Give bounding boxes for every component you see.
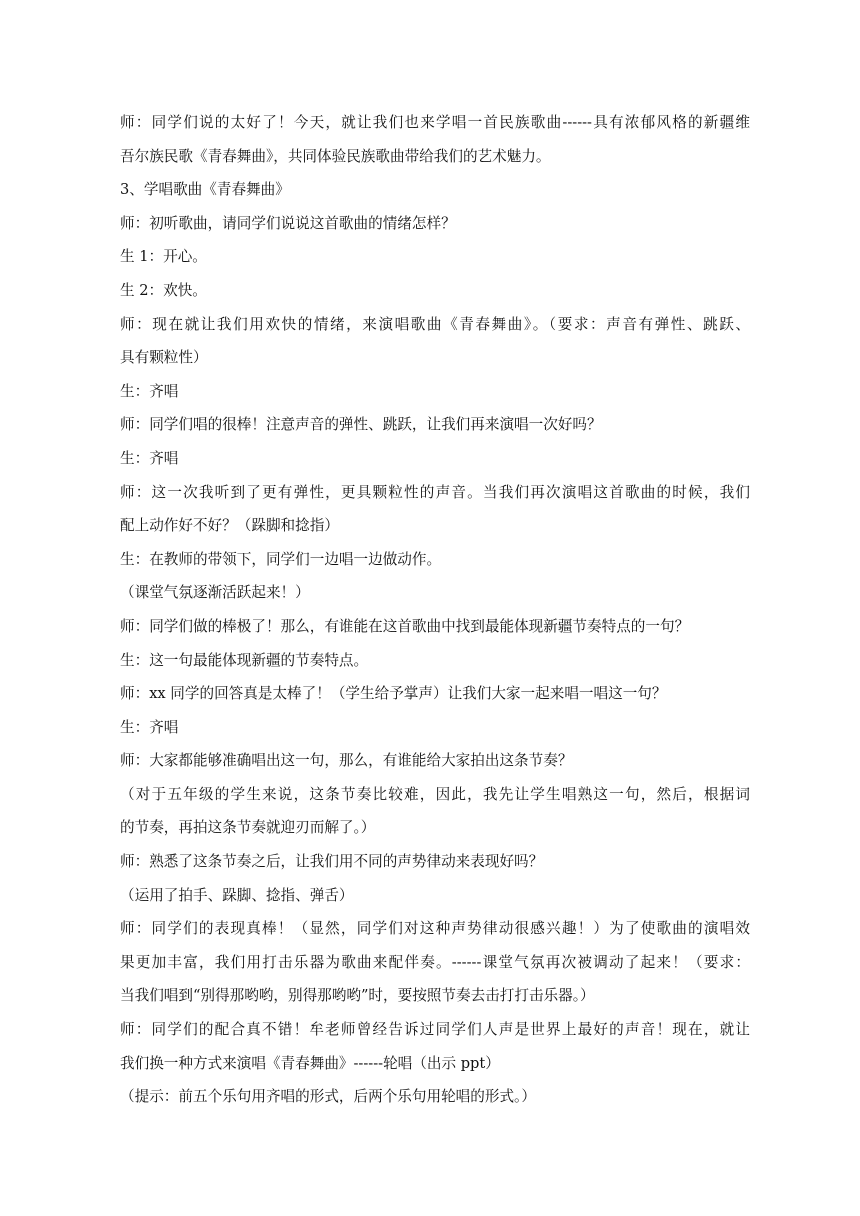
text-line: 师：现在就让我们用欢快的情绪，来演唱歌曲《青春舞曲》。（要求：声音有弹性、跳跃、 [120, 315, 750, 333]
text-line: （课堂气氛逐渐活跃起来！） [120, 584, 310, 602]
text-line: 我们换一种方式来演唱《青春舞曲》------轮唱（出示 ppt） [120, 1054, 500, 1072]
text-line: 师：同学们说的太好了！今天，就让我们也来学唱一首民族歌曲------具有浓郁风格的新疆维 [120, 114, 750, 131]
text-line: （运用了拍手、跺脚、捻指、弹舌） [120, 886, 354, 904]
text-line: （对于五年级的学生来说，这条节奏比较难，因此，我先让学生唱熟这一句，然后，根据词 [120, 785, 750, 803]
text-line: 生：齐唱 [120, 718, 179, 736]
text-line: 生：这一句最能体现新疆的节奏特点。 [120, 651, 369, 669]
text-line: 生：在教师的带领下，同学们一边唱一边做动作。 [120, 550, 442, 568]
text-line: 师：大家都能够准确唱出这一句，那么，有谁能给大家拍出这条节奏？ [120, 752, 573, 770]
text-line: 师：这一次我听到了更有弹性，更具颗粒性的声音。当我们再次演唱这首歌曲的时候，我们 [120, 483, 750, 501]
section-heading: 3、学唱歌曲《青春舞曲》 [120, 181, 290, 199]
text-line: 生：齐唱 [120, 382, 179, 400]
text-line: 生 2：欢快。 [120, 281, 207, 299]
text-line: 师：同学们做的棒极了！那么，有谁能在这首歌曲中找到最能体现新疆节奏特点的一句？ [120, 617, 690, 635]
text-line: 师：xx 同学的回答真是太棒了！（学生给予掌声）让我们大家一起来唱一唱这一句？ [120, 685, 667, 703]
text-line: 师：同学们的配合真不错！牟老师曾经告诉过同学们人声是世界上最好的声音！现在，就让 [120, 1021, 750, 1039]
text-line: 具有颗粒性） [120, 349, 208, 367]
text-line: 师：同学们的表现真棒！（显然，同学们对这种声势律动很感兴趣！）为了使歌曲的演唱效 [120, 920, 750, 938]
text-line: 果更加丰富，我们用打击乐器为歌曲来配伴奏。------课堂气氛再次被调动了起来！（要求： [120, 953, 750, 971]
text-line: 师：初听歌曲，请同学们说说这首歌曲的情绪怎样？ [120, 214, 456, 232]
text-line: 吾尔族民歌《青春舞曲》，共同体验民族歌曲带给我们的艺术魅力。 [120, 147, 551, 165]
text-line: 配上动作好不好？（跺脚和捻指） [120, 517, 339, 535]
text-line: 师：熟悉了这条节奏之后，让我们用不同的声势律动来表现好吗？ [120, 853, 544, 871]
text-line: 当我们唱到“别得那哟哟，别得那哟哟”时，要按照节奏去击打打击乐器。） [120, 987, 595, 1005]
text-line: 师：同学们唱的很棒！注意声音的弹性、跳跃，让我们再来演唱一次好吗？ [120, 416, 602, 434]
text-line: 生 1：开心。 [120, 248, 207, 266]
text-line: 生：齐唱 [120, 449, 179, 467]
text-line: 的节奏，再拍这条节奏就迎刃而解了。） [120, 819, 376, 837]
document-body [120, 106, 750, 1114]
text-line: （提示：前五个乐句用齐唱的形式，后两个乐句用轮唱的形式。） [120, 1088, 536, 1106]
